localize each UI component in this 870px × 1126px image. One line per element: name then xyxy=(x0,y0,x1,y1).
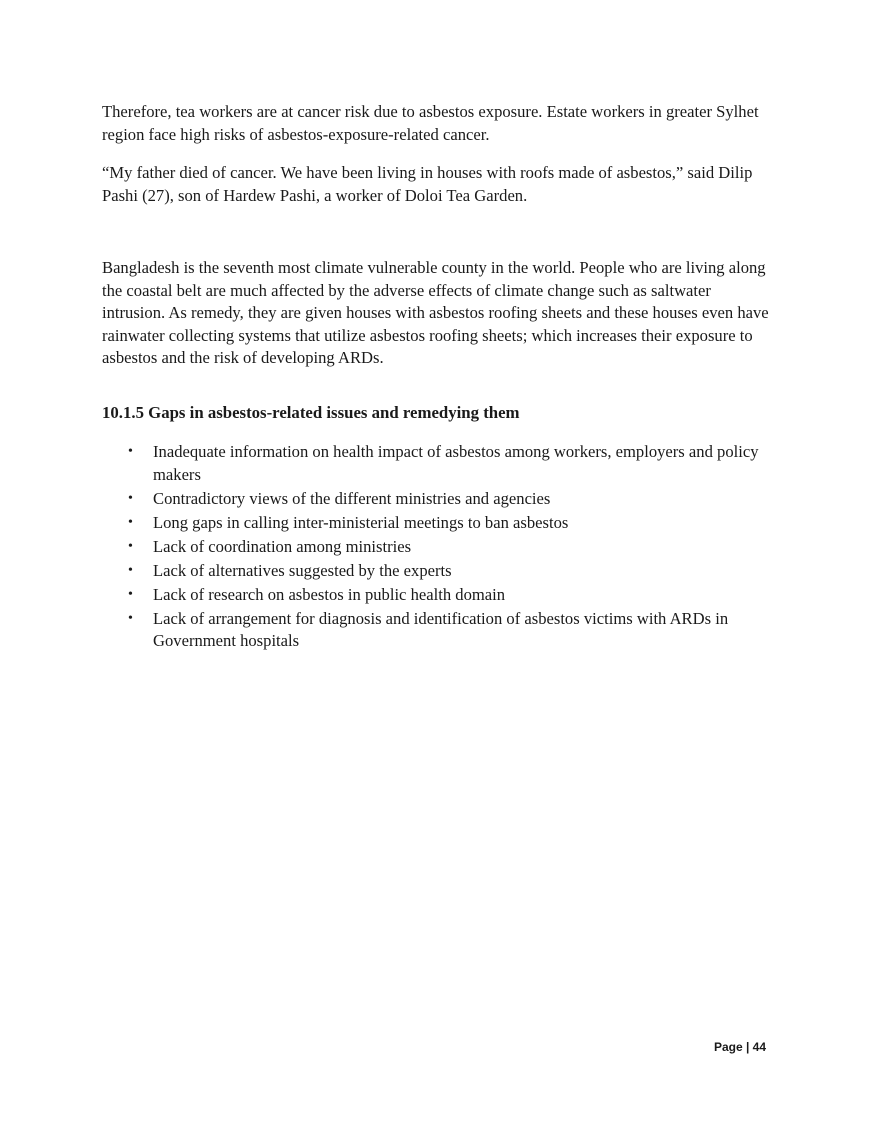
list-item-text: Lack of coordination among ministries xyxy=(153,536,412,556)
list-item xyxy=(102,584,772,607)
bullet-icon: • xyxy=(128,514,133,530)
list-item xyxy=(102,560,772,583)
list-item xyxy=(102,488,772,511)
list-item-text: Lack of arrangement for diagnosis and identification of asbestos victims with ARDs in Government hospitals xyxy=(153,608,729,651)
list-item-text: Contradictory views of the different ministries and agencies xyxy=(153,488,551,508)
bullet-icon: • xyxy=(128,562,133,578)
bullet-icon: • xyxy=(128,490,133,506)
bullet-icon: • xyxy=(128,586,133,602)
bullet-icon: • xyxy=(128,538,133,554)
list-item xyxy=(102,441,772,486)
list-item-text: Lack of alternatives suggested by the experts xyxy=(153,560,452,580)
section-heading: 10.1.5 Gaps in asbestos-related issues and remedying them xyxy=(102,403,520,422)
list-item xyxy=(102,536,772,559)
bullet-icon: • xyxy=(128,444,133,459)
gaps-list xyxy=(102,441,772,654)
list-item xyxy=(102,512,772,535)
list-item-text: Inadequate information on health impact of asbestos among workers, employers and policy makers xyxy=(153,442,759,484)
paragraph-tea-workers: Therefore, tea workers are at cancer risk due to asbestos exposure. Estate workers in greater Sylhet region face high risks of asbestos-exposure-related cancer. xyxy=(102,102,759,144)
paragraph-climate: Bangladesh is the seventh most climate vulnerable county in the world. People who are living along the coastal belt are much affected by the adverse effects of climate change such as saltwater intrusion. As remedy, they are given houses with asbestos roofing sheets and these houses even have rainwater collecting systems that utilize asbestos roofing sheets; which increases their exposure to asbestos and the risk of developing ARDs. xyxy=(102,258,769,368)
list-item-text: Lack of research on asbestos in public health domain xyxy=(153,584,506,604)
list-item xyxy=(102,608,772,653)
page-number: Page | 44 xyxy=(713,1040,766,1054)
list-item-text: Long gaps in calling inter-ministerial meetings to ban asbestos xyxy=(153,512,569,532)
bullet-icon: • xyxy=(128,610,133,626)
paragraph-quote: “My father died of cancer. We have been living in houses with roofs made of asbestos,” said Dilip Pashi (27), son of Hardew Pashi, a worker of Doloi Tea Garden. xyxy=(102,163,753,205)
